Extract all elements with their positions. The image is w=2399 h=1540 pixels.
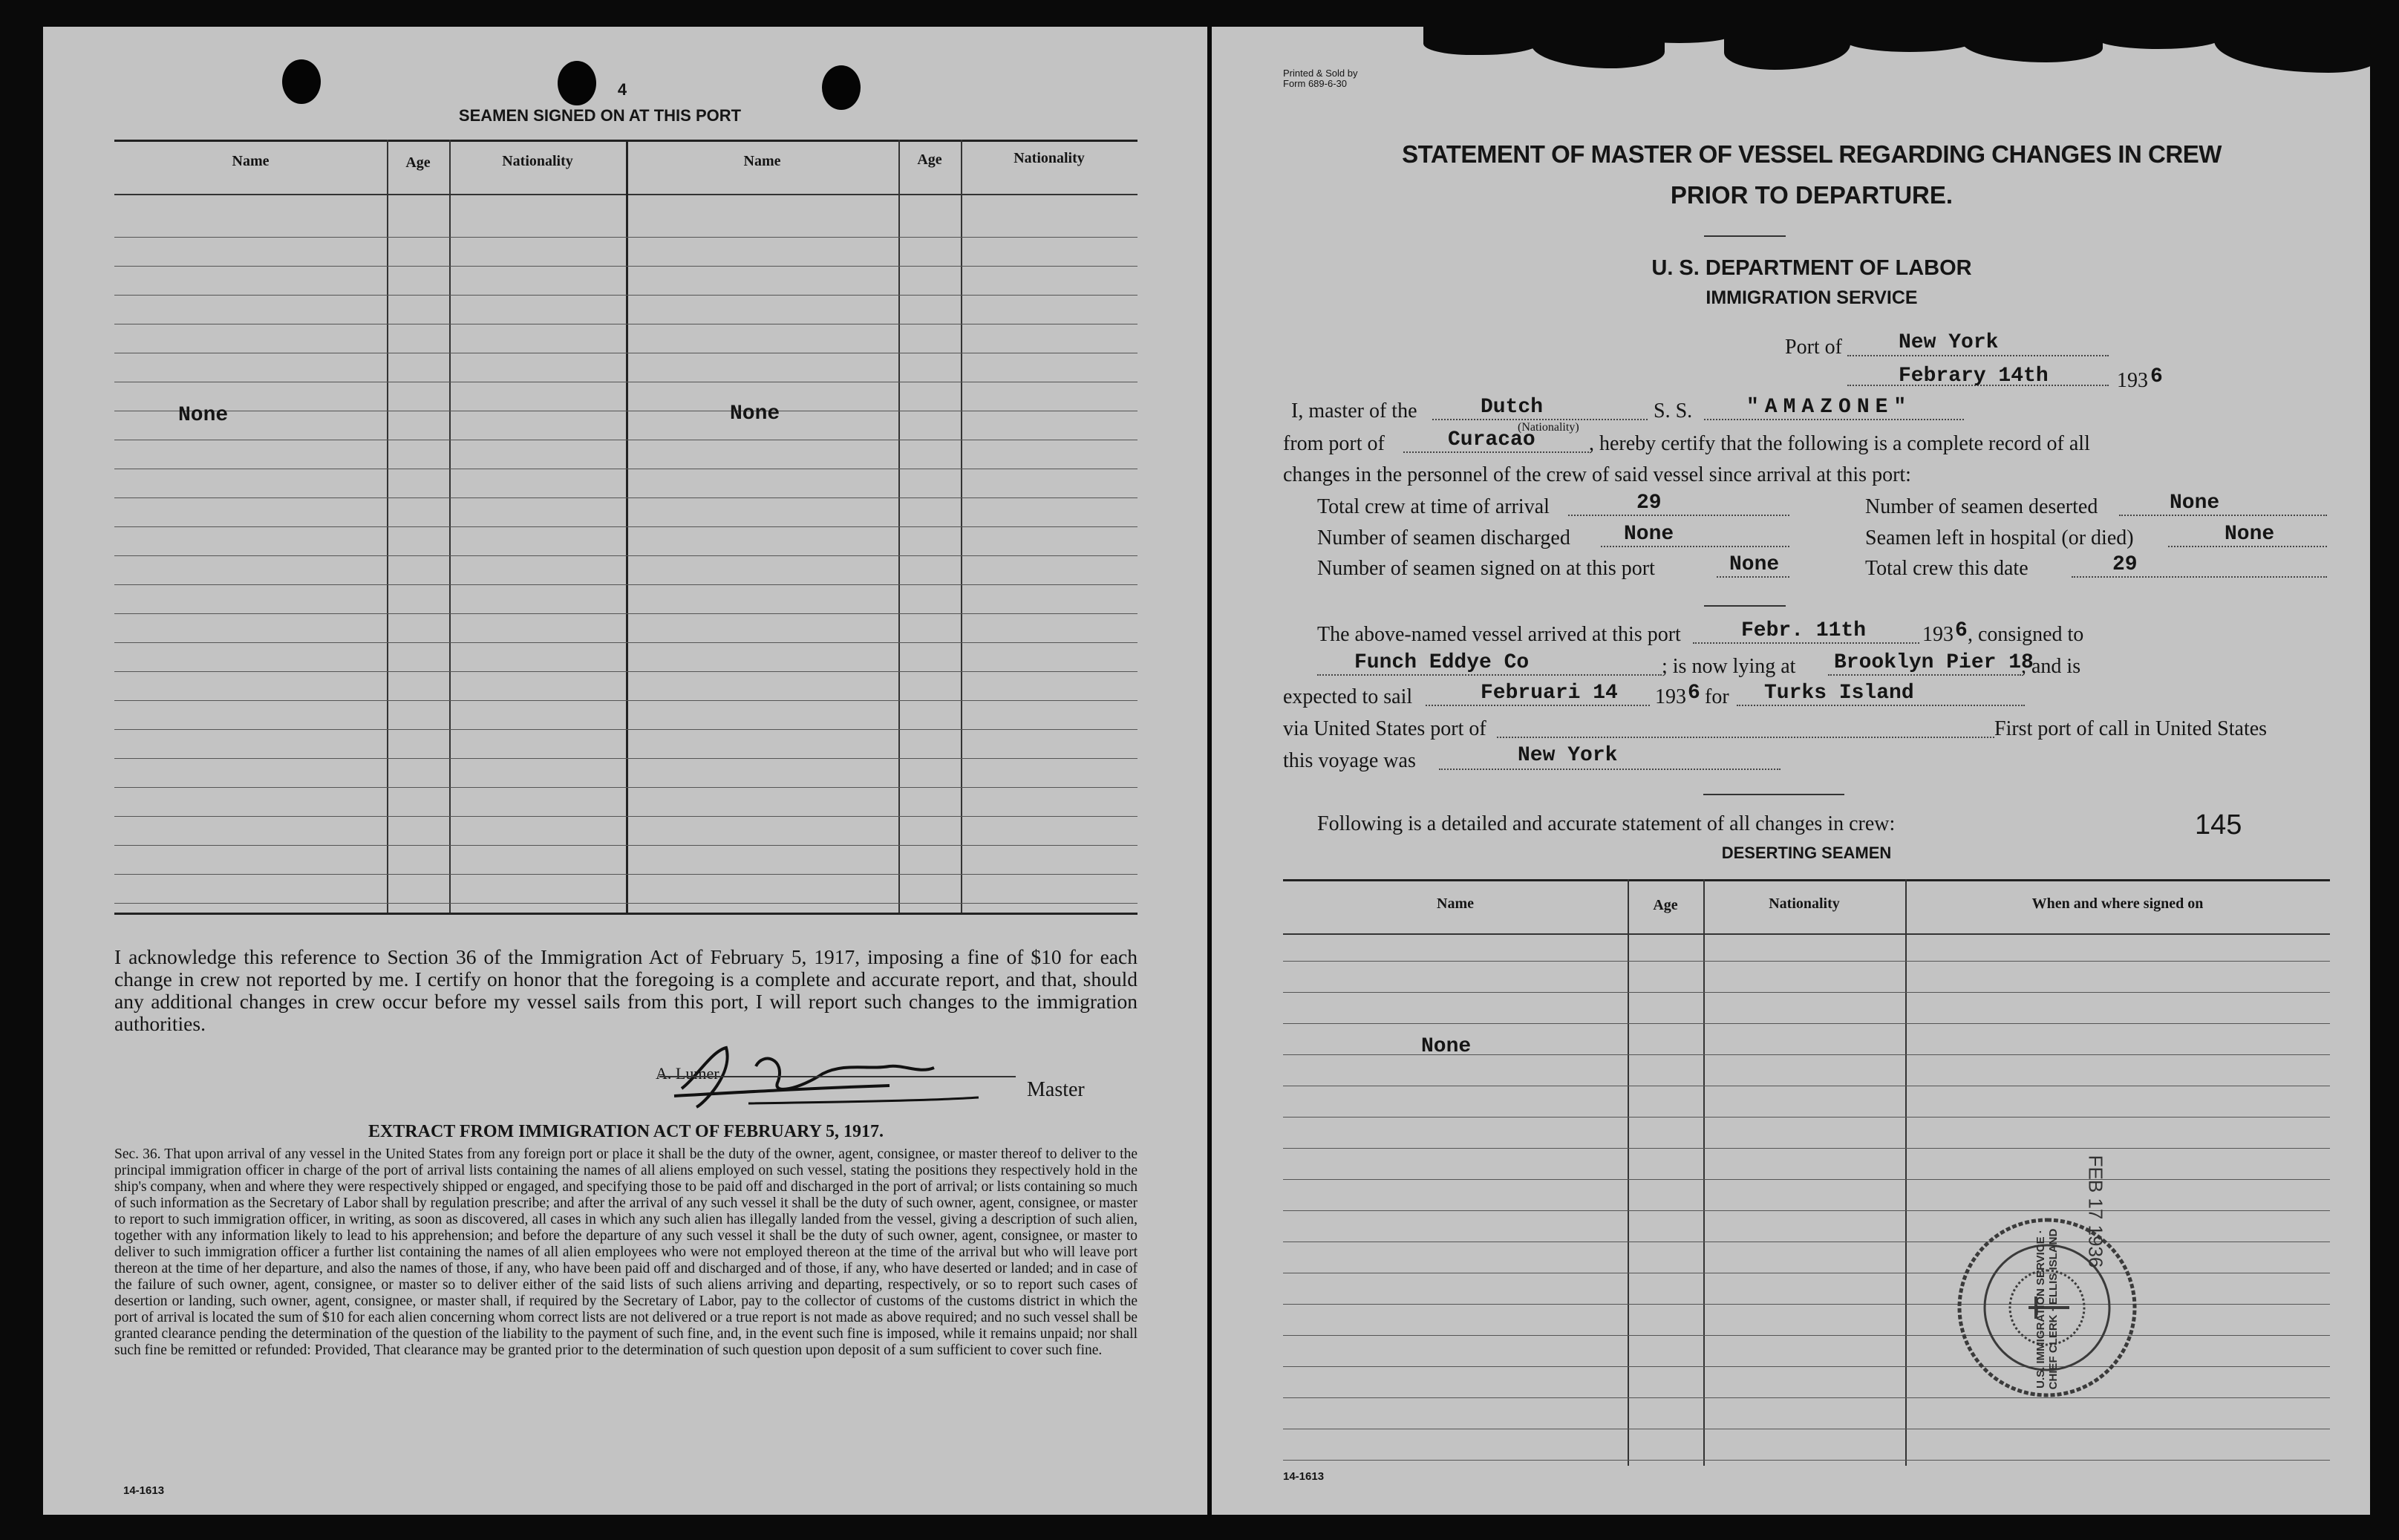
extract-text: Sec. 36. That upon arrival of any vessel in the United States from any foreign port or place it shall be the duty of the owner, agent, consignee, or master thereof to deliver to the principal immigration officer in charge of the port of arrival lists containing the names of all aliens employed on such vessel, stating the positions they respectively hold in the ship's company, when and where they were respectively shipped or engaged, and specifying those to be paid off and discharged in the port of arrival; or lists containing so much of such information as the Secretary of Labor shall by regulation prescribe; and after the arrival of any such vessel it shall be the duty of such owner, agent, consignee, or master to report to such immigration officer, in writing, as soon as discovered, all cases in which any such alien has illegally landed from the vessel, giving a description of such alien, together with any information likely to lead to his apprehension; and before the departure of any such vessel it shall be the duty of such owner, agent, consignee, or master to deliver to such immigration officer a further list containing the names of all alien employees who were not employed thereon at the time of the arrival but who will leave port thereon at the time of her departure, and also the names of those, if any, who have been paid off and discharged and of those, if any, who have deserted or landed; and in case of the failure of such owner, agent, consignee, or master so to deliver either of the said lists of such aliens arriving and departing, respectively, or so to report such cases of desertion or landing, such owner, agent, consignee, or master shall, if required by the Secretary of Labor, pay to the collector of customs of the customs district in which the port of arrival is located the sum of $10 for each alien concerning whom correct lists are not delivered or a true report is not made as above required; and no such vessel shall be granted clearance pending the determination of the question of the liability to the payment of such fine, and, in the event such fine is imposed, while it remains unpaid; nor shall such fine be remitted or refunded: Provided, That clearance may be granted prior to the determination of such question upon deposit of a sum sufficient to cover such fine. bbox=[114, 1146, 1138, 1358]
ship-name: "AMAZONE" bbox=[1746, 396, 1913, 419]
deserting-entry: None bbox=[1421, 1035, 1472, 1058]
port-label: Port of bbox=[1785, 336, 1842, 359]
col-name-2: Name bbox=[743, 153, 781, 169]
for-label: for bbox=[1705, 685, 1729, 708]
port-value: New York bbox=[1899, 331, 1999, 354]
punch-hole bbox=[822, 65, 861, 110]
deserted-label: Number of seamen deserted bbox=[1865, 495, 2098, 518]
col-age: Age bbox=[1653, 897, 1678, 913]
sail-year-digit: 6 bbox=[1688, 682, 1700, 705]
certify-text: , hereby certify that the following is a complete record of all bbox=[1589, 432, 2090, 455]
lying-value: Brooklyn Pier 18 bbox=[1834, 651, 2034, 674]
discharged-label: Number of seamen discharged bbox=[1317, 526, 1570, 549]
arrived-year-prefix: 193 bbox=[1922, 623, 1954, 646]
col-age-2: Age bbox=[917, 151, 942, 168]
from-port-value: Curacao bbox=[1448, 428, 1535, 451]
master-of-label: I, master of the bbox=[1291, 399, 1417, 422]
col-nationality: Nationality bbox=[1769, 895, 1840, 912]
deserting-title: DESERTING SEAMEN bbox=[1721, 844, 1892, 862]
consigned-label: , consigned to bbox=[1968, 623, 2084, 646]
this-voyage-label: this voyage was bbox=[1283, 749, 1416, 772]
sail-year-prefix: 193 bbox=[1655, 685, 1686, 708]
stamp-text: U.S. IMMIGRATION SERVICE · CHIEF CLERK · ELLIS ISLAND bbox=[2034, 1228, 2060, 1390]
punch-hole bbox=[558, 61, 596, 105]
printer-note: Printed & Sold by Form 689-6-30 bbox=[1283, 68, 1358, 89]
deserted-value: None bbox=[2170, 492, 2220, 515]
signed-on-value: None bbox=[1729, 553, 1780, 576]
year-prefix: 193 bbox=[2117, 369, 2148, 392]
master-label: Master bbox=[1027, 1078, 1085, 1101]
punch-hole bbox=[282, 59, 321, 104]
first-port-label: First port of call in United States bbox=[1994, 717, 2268, 740]
entry-none-right: None bbox=[730, 402, 780, 425]
lying-label: ; is now lying at bbox=[1662, 655, 1796, 678]
col-nationality-2: Nationality bbox=[1014, 150, 1085, 166]
hospital-label: Seamen left in hospital (or died) bbox=[1865, 526, 2134, 549]
left-page bbox=[43, 27, 1207, 1515]
and-is-label: , and is bbox=[2021, 655, 2081, 678]
changes-text: changes in the personnel of the crew of said vessel since arrival at this port: bbox=[1283, 463, 1911, 486]
signature-text: A. Lumer bbox=[656, 1064, 719, 1083]
discharged-value: None bbox=[1624, 523, 1674, 546]
date-value: Febrary 14th bbox=[1899, 365, 2049, 388]
department-name: U. S. DEPARTMENT OF LABOR bbox=[1651, 256, 1972, 280]
arrived-label: The above-named vessel arrived at this port bbox=[1317, 623, 1681, 646]
following-text: Following is a detailed and accurate statement of all changes in crew: bbox=[1317, 812, 1896, 835]
page-number: 4 bbox=[617, 80, 627, 99]
hospital-value: None bbox=[2225, 523, 2275, 546]
col-name: Name bbox=[1437, 895, 1474, 912]
col-age: Age bbox=[405, 154, 431, 171]
total-crew-date-value: 29 bbox=[2112, 553, 2138, 576]
form-number-right: 14-1613 bbox=[1283, 1470, 1325, 1483]
year-digit: 6 bbox=[2150, 365, 2163, 388]
total-crew-date-label: Total crew this date bbox=[1865, 557, 2028, 580]
via-label: via United States port of bbox=[1283, 717, 1486, 740]
entry-none-left: None bbox=[178, 404, 229, 427]
consignee-value: Funch Eddye Co bbox=[1354, 651, 1530, 674]
section-title: SEAMEN SIGNED ON AT THIS PORT bbox=[458, 106, 742, 125]
destination-value: Turks Island bbox=[1764, 682, 1914, 705]
first-port-value: New York bbox=[1518, 744, 1618, 767]
expected-label: expected to sail bbox=[1283, 685, 1413, 708]
nationality-caption: (Nationality) bbox=[1518, 421, 1579, 434]
service-name: IMMIGRATION SERVICE bbox=[1706, 287, 1918, 308]
ss-label: S. S. bbox=[1654, 399, 1693, 422]
sail-date-value: Februari 14 bbox=[1481, 682, 1618, 705]
col-name: Name bbox=[232, 153, 270, 169]
page-reference: 145 bbox=[2195, 809, 2242, 841]
total-crew-arrival-label: Total crew at time of arrival bbox=[1317, 495, 1550, 518]
form-title: STATEMENT OF MASTER OF VESSEL REGARDING CHANGES IN CREW bbox=[1402, 140, 2222, 168]
form-number-left: 14-1613 bbox=[123, 1484, 165, 1497]
col-nationality: Nationality bbox=[502, 153, 573, 169]
arrived-year-digit: 6 bbox=[1955, 619, 1968, 642]
signed-on-label: Number of seamen signed on at this port bbox=[1317, 557, 1655, 580]
arrived-value: Febr. 11th bbox=[1741, 619, 1867, 642]
acknowledgment-text: I acknowledge this reference to Section 36 of the Immigration Act of February 5, 1917, imposing a fine of $10 for each change in crew not reported by me. I certify on honor that the foregoing is a complete and accurate report, and that, should any additional changes in crew occur before my vessel sails from this port, I will report such changes to the immigration authorities. bbox=[114, 945, 1138, 1035]
right-page bbox=[1212, 27, 2370, 1515]
stamp-date: FEB 17 1936 bbox=[2084, 1155, 2107, 1268]
total-crew-arrival-value: 29 bbox=[1636, 492, 1662, 515]
form-title-2: PRIOR TO DEPARTURE. bbox=[1670, 181, 1954, 209]
from-port-label: from port of bbox=[1283, 432, 1385, 455]
col-when-where: When and where signed on bbox=[2031, 895, 2204, 912]
extract-title: EXTRACT FROM IMMIGRATION ACT OF FEBRUARY 5, 1917. bbox=[368, 1122, 884, 1141]
nationality-value: Dutch bbox=[1481, 396, 1544, 419]
